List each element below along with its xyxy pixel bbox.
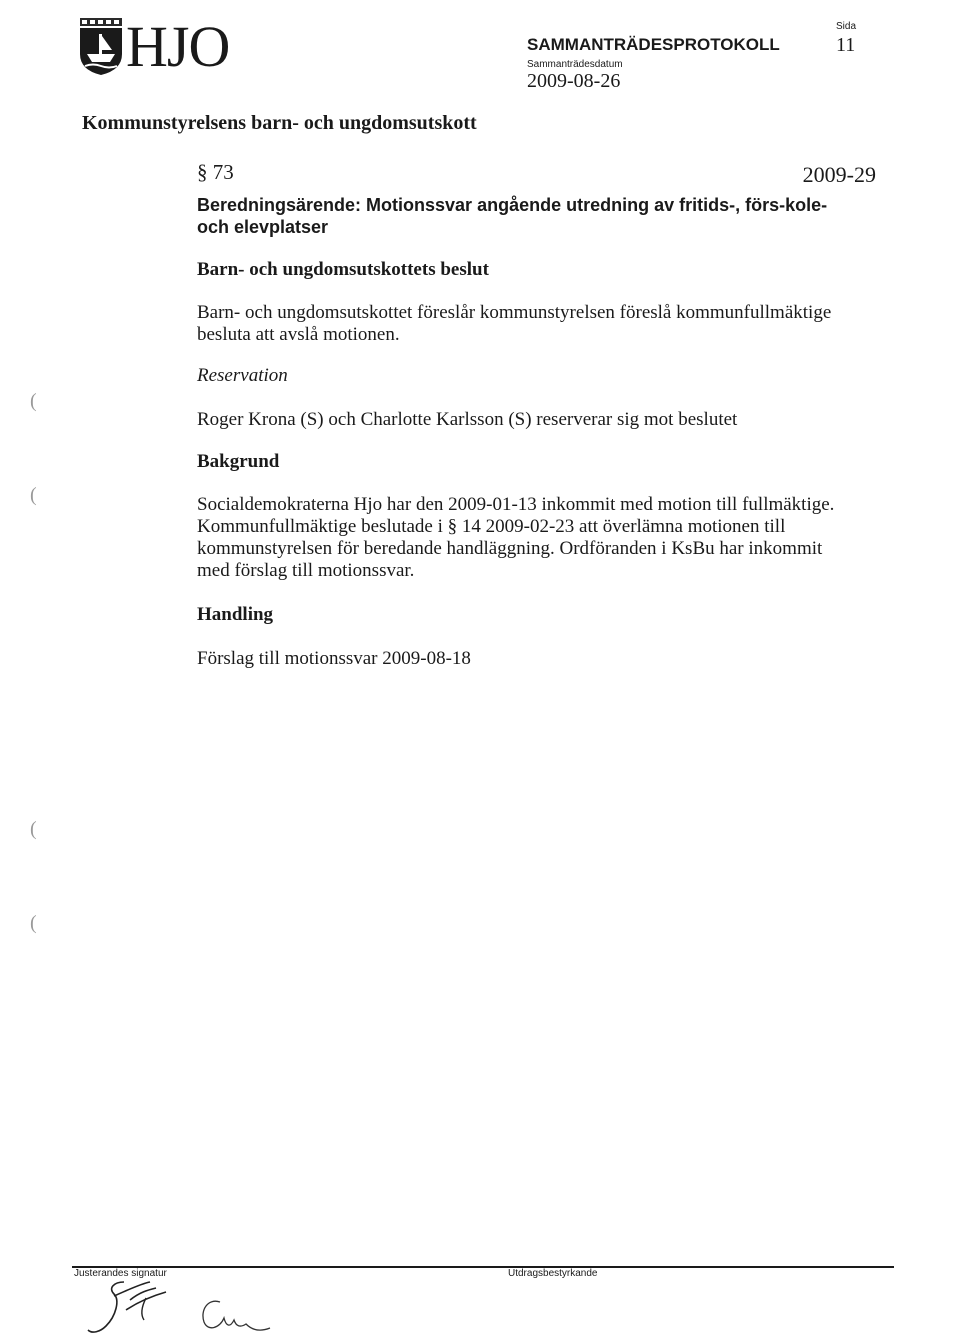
decision-heading: Barn- och ungdomsutskottets beslut bbox=[197, 259, 489, 280]
meeting-date-label: Sammanträdesdatum bbox=[527, 59, 623, 70]
background-heading: Bakgrund bbox=[197, 451, 280, 472]
background-text: Socialdemokraterna Hjo har den 2009-01-13 inkommit med motion till fullmäktige. Kommunfullmäktige beslutade i § 14 2009-02-23 att överlämna motionen till kommunstyrelsen för beredande handläggning. Ordföranden i KsBu har inkommit med förslag till motionssvar. bbox=[197, 494, 835, 581]
paragraph-number: § 73 bbox=[197, 160, 234, 184]
reservation-text: Roger Krona (S) och Charlotte Karlsson (S) reserverar sig mot beslutet bbox=[197, 409, 738, 430]
protocol-title: SAMMANTRÄDESPROTOKOLL bbox=[527, 35, 780, 54]
margin-mark: ( bbox=[30, 390, 37, 412]
margin-mark: ( bbox=[30, 484, 37, 506]
handling-text: Förslag till motionssvar 2009-08-18 bbox=[197, 648, 471, 669]
page-number: 11 bbox=[836, 34, 856, 56]
meeting-date: 2009-08-26 bbox=[527, 70, 621, 92]
municipal-crest-icon bbox=[78, 18, 124, 76]
certificate-label: Utdragsbestyrkande bbox=[508, 1268, 598, 1279]
section-title: Beredningsärende: Motionssvar angående utredning av fritids-, förs-kole- och elevplatser bbox=[197, 195, 828, 237]
signature-label: Justerandes signatur bbox=[74, 1268, 167, 1279]
decision-text: Barn- och ungdomsutskottet föreslår kommunstyrelsen föreslå kommunfullmäktige besluta att avslå motionen. bbox=[197, 302, 832, 345]
reservation-heading: Reservation bbox=[197, 365, 288, 386]
committee-name: Kommunstyrelsens barn- och ungdomsutskott bbox=[82, 112, 477, 134]
logo-wordmark: HJO bbox=[126, 14, 230, 79]
margin-mark: ( bbox=[30, 912, 37, 934]
footer-divider bbox=[72, 1266, 894, 1268]
margin-mark: ( bbox=[30, 818, 37, 840]
page-label: Sida bbox=[836, 21, 857, 32]
handling-heading: Handling bbox=[197, 604, 274, 625]
handwritten-signatures bbox=[84, 1276, 274, 1338]
case-number: 2009-29 bbox=[802, 162, 876, 187]
